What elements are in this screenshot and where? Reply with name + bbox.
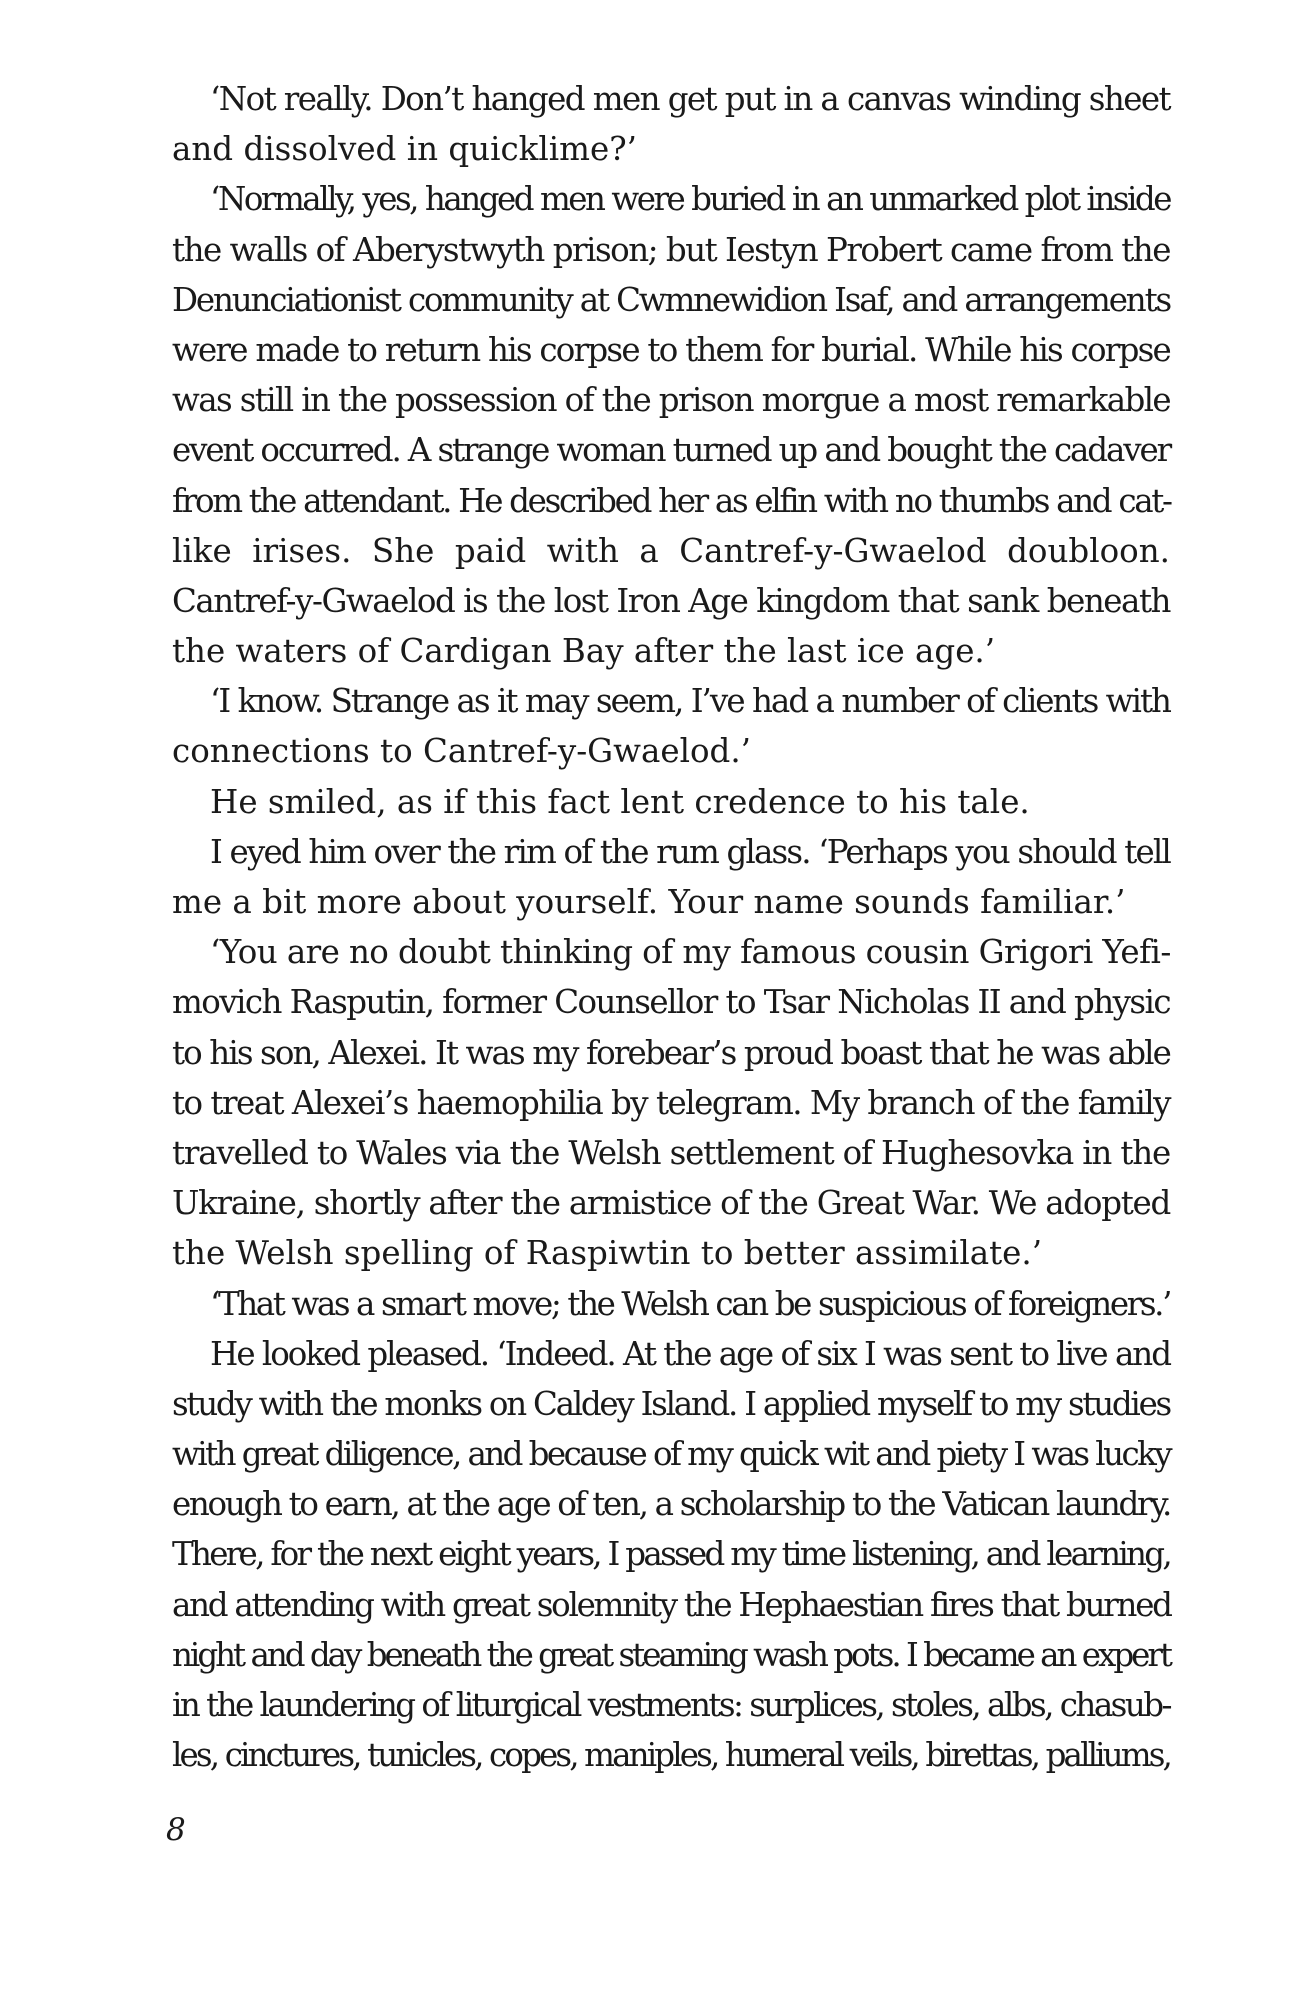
text-line: event occurred. A strange woman turned up and bought the cadaver <box>172 431 1171 470</box>
text-line: the waters of Cardigan Bay after the last ice age.’ <box>172 632 996 671</box>
text-line: les, cinctures, tunicles, copes, maniples, humeral veils, birettas, palliums, <box>172 1736 1171 1775</box>
text-line: Ukraine, shortly after the armistice of the Great War. We adopted <box>172 1184 1171 1223</box>
text-line: was still in the possession of the prison morgue a most remarkable <box>172 381 1171 420</box>
text-line: with great diligence, and because of my quick wit and piety I was lucky <box>172 1435 1171 1474</box>
text-line: He smiled, as if this fact lent credence to his tale. <box>210 782 1030 821</box>
text-line: study with the monks on Caldey Island. I applied myself to my studies <box>172 1384 1170 1423</box>
body-text <box>172 74 1170 1780</box>
text-line: me a bit more about yourself. Your name sounds familiar.’ <box>172 883 1126 921</box>
text-line: I eyed him over the rim of the rum glass. ‘Perhaps you should tell <box>210 832 1170 871</box>
text-line: the walls of Aberystwyth prison; but Iestyn Probert came from the <box>172 230 1170 269</box>
text-line: the Welsh spelling of Raspiwtin to better assimilate.’ <box>172 1234 1043 1273</box>
text-line: movich Rasputin, former Counsellor to Tsar Nicholas II and physic <box>172 983 1170 1022</box>
text-line: ‘I know. Strange as it may seem, I’ve had a number of clients with <box>210 682 1171 721</box>
text-line: from the attendant. He described her as elfin with no thumbs and cat- <box>172 481 1171 520</box>
text-line: to treat Alexei’s haemophilia by telegram. My branch of the family <box>172 1083 1170 1122</box>
text-line: like irises. She paid with a Cantref-y-Gwaelod doubloon. <box>172 531 1170 570</box>
text-line: Denunciationist community at Cwmnewidion Isaf, and arrangements <box>172 280 1170 319</box>
text-line: He looked pleased. ‘Indeed. At the age of six I was sent to live and <box>210 1334 1171 1373</box>
text-line: ‘Normally, yes, hanged men were buried in an unmarked plot inside <box>210 180 1171 219</box>
text-line: were made to return his corpse to them for burial. While his corpse <box>172 330 1171 369</box>
text-line: ‘That was a smart move; the Welsh can be suspicious of foreigners.’ <box>210 1284 1171 1323</box>
text-line: ‘Not really. Don’t hanged men get put in a canvas winding sheet <box>210 80 1170 118</box>
text-line: and attending with great solemnity the Hephaestian fires that burned <box>172 1585 1171 1624</box>
text-line: night and day beneath the great steaming wash pots. I became an expert <box>172 1635 1170 1674</box>
text-line: ‘You are no doubt thinking of my famous cousin Grigori Yefi- <box>210 933 1171 972</box>
text-line: Cantref-y-Gwaelod is the lost Iron Age kingdom that sank beneath <box>172 581 1171 620</box>
page-number: 8 <box>166 1812 186 1848</box>
text-line: and dissolved in quicklime?’ <box>172 130 637 169</box>
text-line: There, for the next eight years, I passed my time listening, and learning, <box>172 1535 1170 1574</box>
text-line: to his son, Alexei. It was my forebear’s proud boast that he was able <box>172 1033 1170 1072</box>
text-line: connections to Cantref-y-Gwaelod.’ <box>172 732 752 771</box>
text-line: in the laundering of liturgical vestments: surplices, stoles, albs, chasub- <box>172 1686 1170 1724</box>
text-line: travelled to Wales via the Welsh settlement of Hughesovka in the <box>172 1133 1170 1172</box>
text-line: enough to earn, at the age of ten, a scholarship to the Vatican laundry. <box>172 1485 1170 1524</box>
